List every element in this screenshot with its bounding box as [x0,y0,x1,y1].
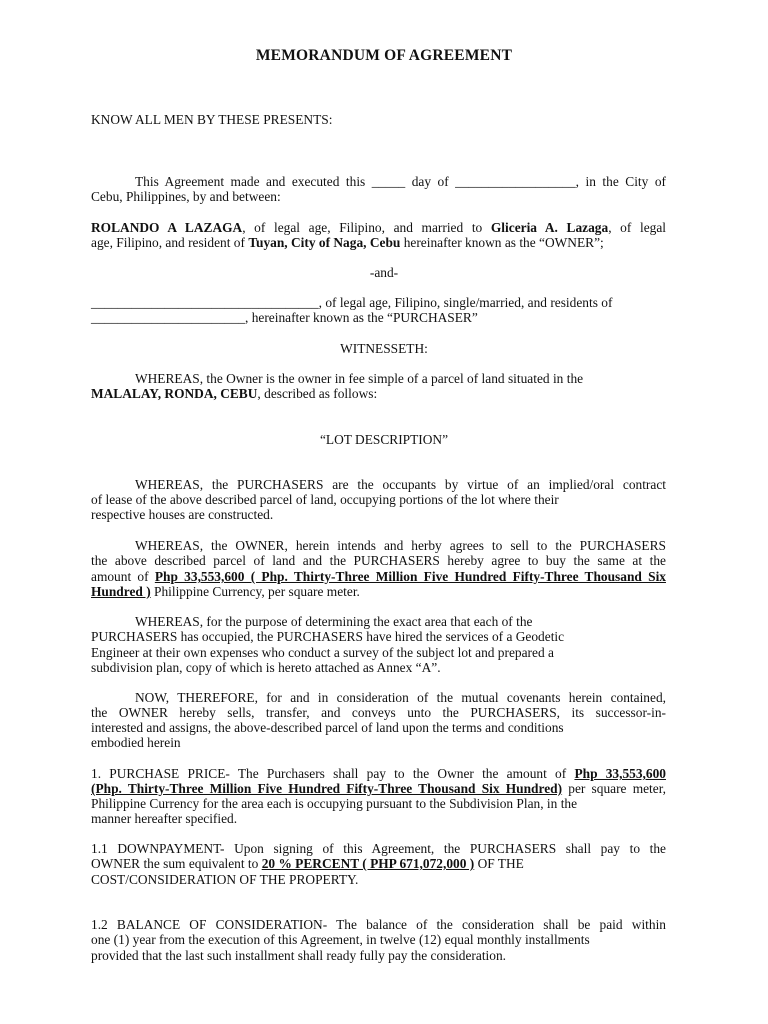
document-line [91,766,666,781]
document-line [91,235,666,250]
document-title: MEMORANDUM OF AGREEMENT [255,47,513,64]
document-line [91,735,666,750]
document-line [135,690,666,705]
document-line [135,614,666,629]
text-segment: , of legal age, Filipino, and married to [242,220,491,235]
text-segment: of lease of the above described parcel of land, occupying portions of the lot where their [91,492,559,507]
text-segment: NOW, THEREFORE, for and in consideration of the mutual covenants herein contained, [135,690,666,705]
text-segment: -and- [369,265,399,280]
text-segment: Engineer at their own expenses who conduct a survey of the subject lot and prepared a [91,645,554,660]
text-segment: Philippine Currency for the area each is occupying pursuant to the Subdivision Plan, in the [91,796,578,811]
bold-text: Php 33,553,600 ( Php. Thirty-Three Million Five Hundred Fifty-Three Thousand Six [154,569,666,584]
document-line [91,386,666,401]
bold-text: ROLANDO A LAZAGA [91,220,243,235]
text-segment: manner hereafter specified. [91,811,238,826]
document-line [0,341,768,356]
text-segment: 1.2 BALANCE OF CONSIDERATION- The balance of the consideration shall be paid within [91,917,666,932]
document-line [91,705,666,720]
text-segment: embodied herein [91,735,181,750]
document-line [91,796,666,811]
document-line [91,720,666,735]
text-segment: 1. PURCHASE PRICE- The Purchasers shall pay to the Owner the amount of [91,766,575,781]
bold-text: Gliceria A. Lazaga [490,220,609,235]
text-segment: provided that the last such installment shall ready fully pay the consideration. [91,948,507,963]
document-line [135,477,666,492]
document-line [135,371,666,386]
document-line [91,189,666,204]
document-line [0,265,768,280]
text-segment: COST/CONSIDERATION OF THE PROPERTY. [91,872,359,887]
document-line [91,569,666,584]
text-segment: amount of [91,569,155,584]
document-line [91,660,666,675]
document-line [91,917,666,932]
document-line [91,811,666,826]
text-segment: PURCHASERS has occupied, the PURCHASERS have hired the services of a Geodetic [91,629,565,644]
text-segment: _______________________, hereinafter known as the “PURCHASER” [91,310,478,325]
bold-text: MALALAY, RONDA, CEBU [91,386,258,401]
document-line [91,295,666,310]
document-line [91,553,666,568]
text-segment: 1.1 DOWNPAYMENT- Upon signing of this Agreement, the PURCHASERS shall pay to the [91,841,666,856]
document-line [91,841,666,856]
text-segment: __________________________________, of legal age, Filipino, single/married, and residents of [91,295,613,310]
text-segment: WITNESSETH: [340,341,428,356]
text-segment: Philippine Currency, per square meter. [150,584,360,599]
document-line [91,781,666,796]
text-segment: age, Filipino, and resident of [91,235,249,250]
text-segment: WHEREAS, the PURCHASERS are the occupants by virtue of an implied/oral contract [135,477,666,492]
document-line [91,112,666,127]
text-segment: interested and assigns, the above-described parcel of land upon the terms and conditions [91,720,564,735]
text-segment: the above described parcel of land and the PURCHASERS hereby agree to buy the same at the [91,553,666,568]
document-line [135,538,666,553]
text-segment: Cebu, Philippines, by and between: [91,189,281,204]
document-line [91,645,666,660]
text-segment: , described as follows: [257,386,378,401]
document-line [91,220,666,235]
document-line [91,629,666,644]
text-segment: one (1) year from the execution of this Agreement, in twelve (12) equal monthly installments [91,932,590,947]
text-segment: the OWNER hereby sells, transfer, and conveys unto the PURCHASERS, its successor-in- [91,705,666,720]
document-line [91,310,666,325]
bold-text: 20 % PERCENT ( PHP 671,072,000 ) [261,856,475,871]
document-line [0,432,768,447]
bold-text: Php 33,553,600 [574,766,666,781]
text-segment: per square meter, [562,781,666,796]
text-segment: hereinafter known as the “OWNER”; [400,235,604,250]
document-line [91,872,666,887]
document-line [135,174,666,189]
text-segment: WHEREAS, the OWNER, herein intends and herby agrees to sell to the PURCHASERS [135,538,666,553]
bold-text: (Php. Thirty-Three Million Five Hundred Fifty-Three Thousand Six Hundred) [91,781,563,796]
document-line [91,584,666,599]
document-line [91,507,666,522]
text-segment: “LOT DESCRIPTION” [319,432,449,447]
text-segment: KNOW ALL MEN BY THESE PRESENTS: [91,112,333,127]
document-line [91,856,666,871]
document-line [91,932,666,947]
text-segment: OWNER the sum equivalent to [91,856,262,871]
document-line [91,948,666,963]
bold-text: Tuyan, City of Naga, Cebu [248,235,401,250]
bold-text: Hundred ) [91,584,151,599]
text-segment: WHEREAS, for the purpose of determining the exact area that each of the [135,614,533,629]
text-segment: WHEREAS, the Owner is the owner in fee simple of a parcel of land situated in the [135,371,584,386]
text-segment: subdivision plan, copy of which is hereto attached as Annex “A”. [91,660,441,675]
document-line [91,492,666,507]
text-segment: respective houses are constructed. [91,507,274,522]
text-segment: This Agreement made and executed this _____ day of __________________, in the City of [135,174,666,189]
text-segment: , of legal [608,220,666,235]
text-segment: OF THE [474,856,524,871]
